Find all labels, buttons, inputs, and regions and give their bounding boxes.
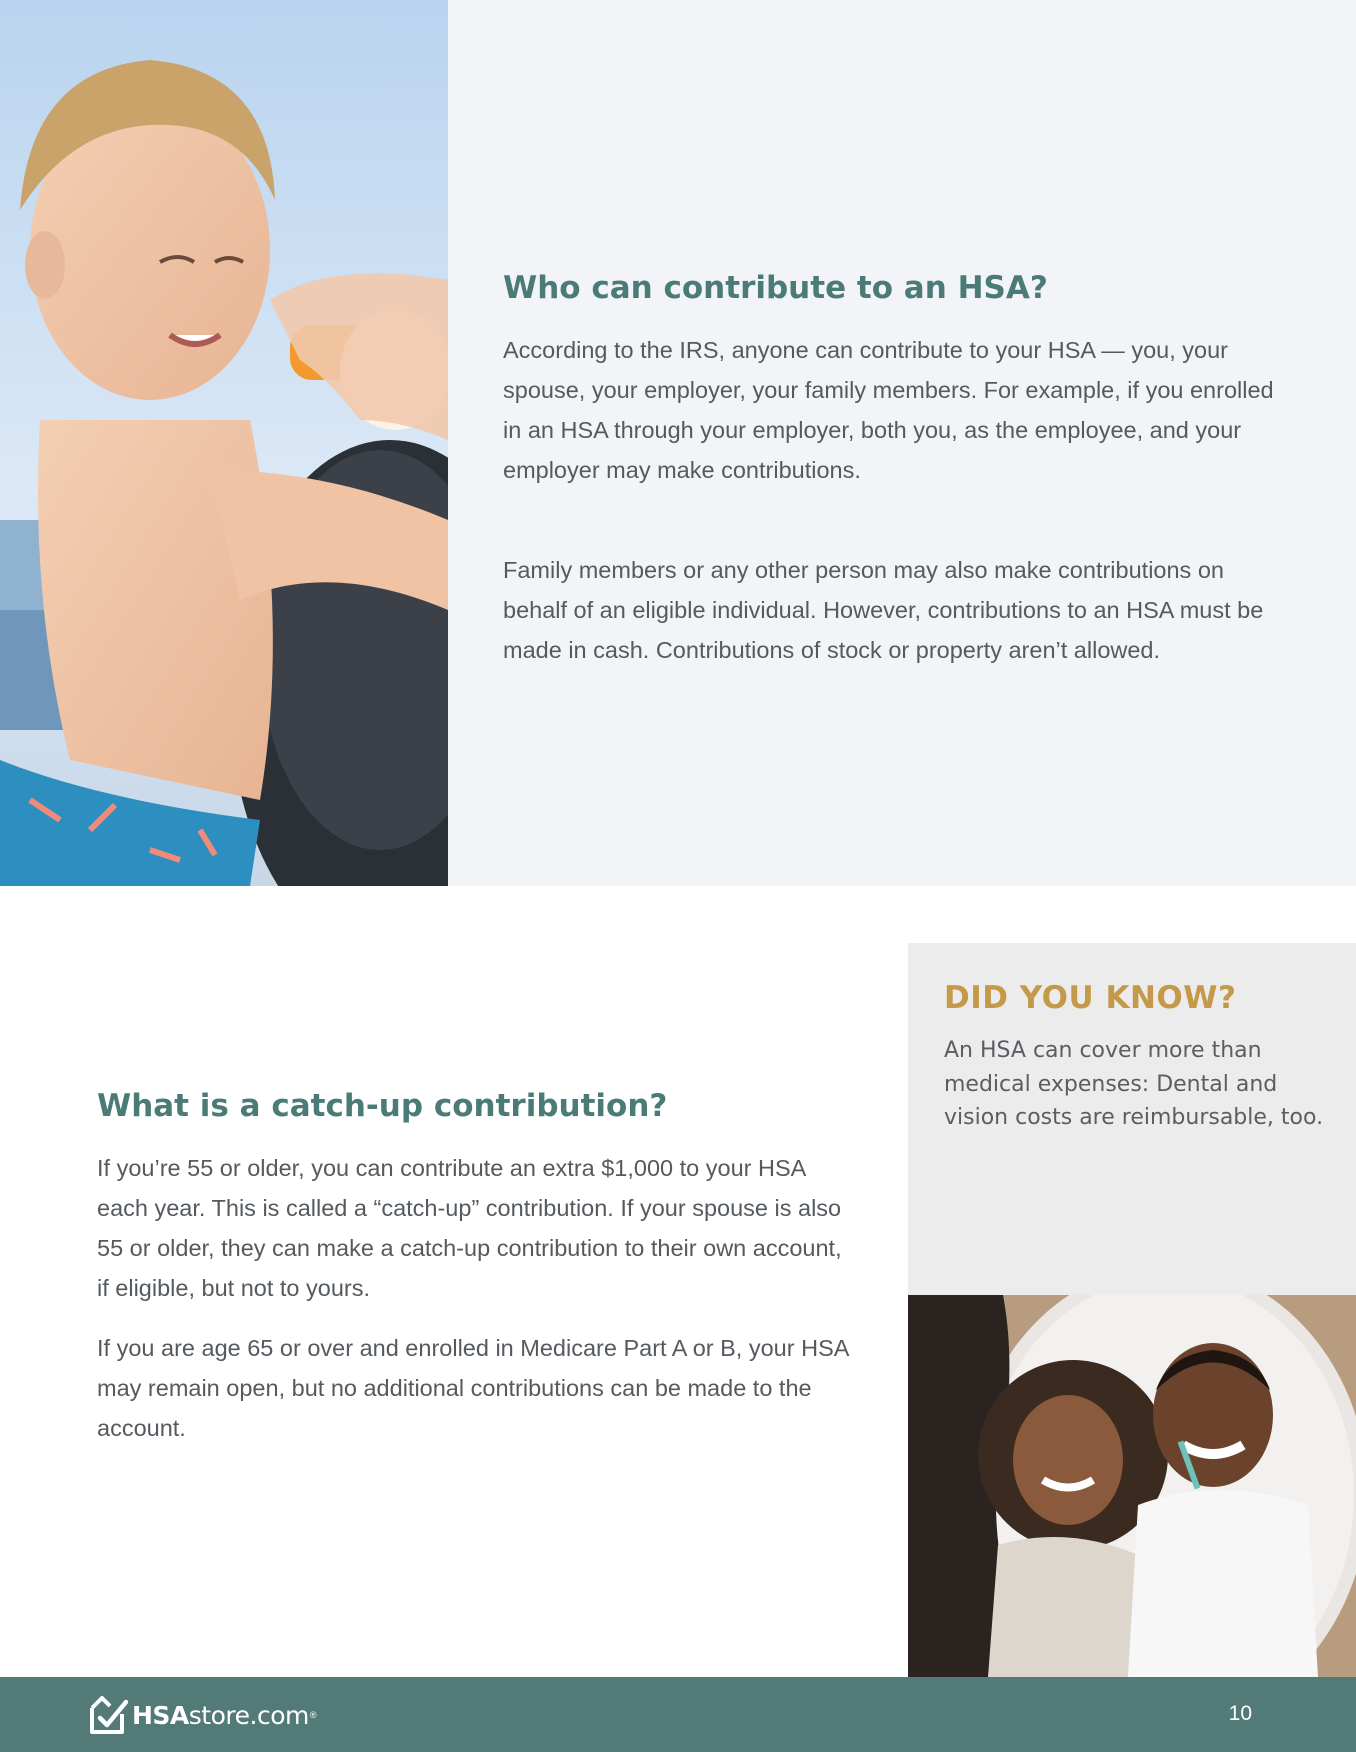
catch-up-paragraph-1: If you’re 55 or older, you can contribute an extra $1,000 to your HSA each year. This is called a “catch-up” contribution. If your spouse is also 55 or older, they can make a catch-up contribution to their own account, if eligible, but not to yours. [97, 1155, 842, 1301]
did-you-know-text: An HSA can cover more than medical expenses: Dental and vision costs are reimbursable, too. [944, 1038, 1324, 1130]
page-number: 10 [1228, 1702, 1252, 1725]
catch-up-heading: What is a catch-up contribution? [97, 1088, 668, 1124]
photo-father-daughter-brushing-graphic [908, 1295, 1356, 1677]
logo-wordmark-bold: HSA [132, 1700, 189, 1730]
logo-wordmark [132, 1701, 309, 1730]
who-can-contribute-section [503, 270, 1293, 670]
logo-registered-mark: ® [309, 1710, 317, 1720]
catch-up-section [97, 1088, 857, 1448]
logo-wordmark-light: store.com [188, 1700, 309, 1730]
photo-father-daughter-brushing [908, 1295, 1356, 1677]
did-you-know-heading: DID YOU KNOW? [944, 980, 1237, 1016]
photo-child-sunscreen-graphic [0, 0, 448, 886]
catch-up-paragraph-2: If you are age 65 or over and enrolled in Medicare Part A or B, your HSA may remain open, but no additional contributions can be made to the account. [97, 1335, 849, 1441]
who-can-contribute-paragraph-1: According to the IRS, anyone can contribute to your HSA — you, your spouse, your employer, your family members. For example, if you enrolled in an HSA through your employer, both you, as the employee, and your employer may make contributions. [503, 337, 1274, 483]
who-can-contribute-heading: Who can contribute to an HSA? [503, 270, 1048, 306]
hsa-store-logo[interactable] [88, 1693, 317, 1737]
check-box-icon [88, 1694, 128, 1736]
who-can-contribute-paragraph-2: Family members or any other person may also make contributions on behalf of an eligible individual. However, contributions to an HSA must be made in cash. Contributions of stock or property aren’t allowed. [503, 557, 1264, 663]
photo-child-sunscreen [0, 0, 448, 886]
